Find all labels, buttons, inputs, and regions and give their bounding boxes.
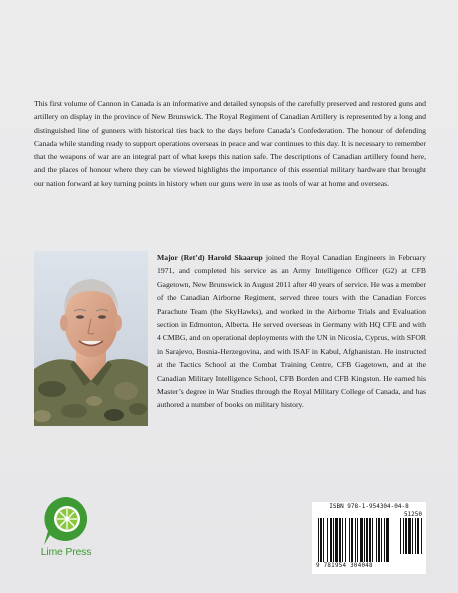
publisher-name: Lime Press	[40, 546, 92, 558]
barcode-number: 9 781954 304048	[316, 563, 373, 569]
price-code: 51250	[403, 511, 422, 518]
intro-paragraph: This first volume of Cannon in Canada is an informative and detailed synopsis of the carefully preserved and restored guns and artillery on display in the province of New Brunswick. The Royal Regiment of Canadian Artillery is represented by a long and distinguished line of gunners with historical ties back to the days before Canada’s Confederation. The honour of defending Canada while standing ready to support operations overseas in peace and war continues to this day. It is necessary to remember that the weapons of war are an integral part of what keeps this nation safe. The descriptions of Canadian artillery found here, and the places of honour where they can be viewed highlights the importance of this essential military hardware that brought our nation forward at key turning points in history when our guns were in use as tools of war at home and overseas.	[34, 99, 426, 188]
author-bio	[157, 251, 426, 412]
barcode-bars	[316, 518, 422, 562]
author-photo	[34, 251, 148, 426]
lime-icon	[30, 495, 102, 547]
isbn-barcode	[312, 502, 426, 574]
author-bio-text: joined the Royal Canadian Engineers in February 1971, and completed his service as an Army Intelligence Officer (G2) at CFB Gagetown, New Brunswick in August 2011 after 40 years of service. He was a member of the Canadian Airborne Regiment, served three tours with the Canadian Forces Parachute Team (the SkyHawks), and worked in the Airborne Trials and Evaluation section in Edmonton, Alberta. He served overseas in Germany with HQ CFE and with 4 CMBG, and on operational deployments with the UN in Nicosia, Cyprus, with SFOR in Sarajevo, Bosnia-Herzegovina, and with ISAF in Kabul, Afghanistan. He instructed at the Tactics School at the Combat Training Centre, CFB Gagetown, and at the Canadian Military Intelligence School, CFB Borden and CFB Kingston. He earned his Master’s degree in War Studies through the Royal Military College of Canada, and has authored a number of books on military history.	[157, 253, 426, 410]
isbn-text: ISBN 978-1-954304-04-8	[329, 503, 409, 510]
author-name: Major (Ret’d) Harold Skaarup	[157, 253, 263, 262]
